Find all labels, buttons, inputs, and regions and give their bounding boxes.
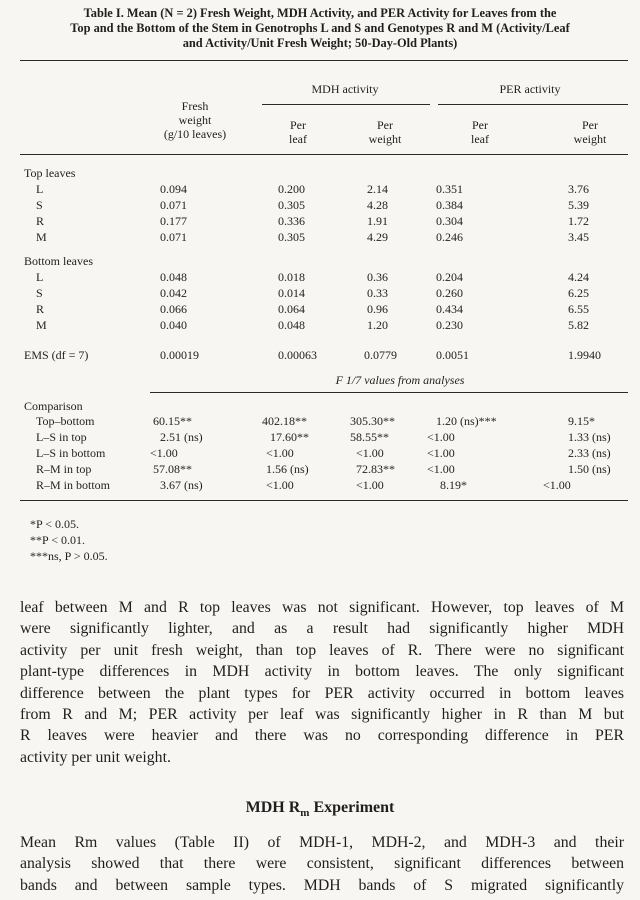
cell-per-per-weight: 2.33 (ns) <box>568 446 611 460</box>
text-line: activity per unit weight. <box>20 748 171 766</box>
cell-mdh-per-leaf: <1.00 <box>266 446 294 460</box>
cell-per-per-weight: 6.55 <box>568 302 589 316</box>
cell-mdh-per-weight: 0.33 <box>367 286 388 300</box>
header-mdh-activity: MDH activity <box>311 82 379 96</box>
cell-per-per-weight: 5.82 <box>568 318 589 332</box>
cell-per-per-leaf: 0.0051 <box>436 348 469 362</box>
header-line: Fresh <box>181 99 209 113</box>
cell-per-per-leaf: <1.00 <box>427 430 455 444</box>
text-line: bands and between sample types. MDH bands of S migrated significantly <box>20 876 624 894</box>
row-label: M <box>36 230 47 244</box>
cell-mdh-per-weight: 4.28 <box>367 198 388 212</box>
cell-mdh-per-leaf: 17.60** <box>270 430 309 444</box>
caption-line: and Activity/Unit Fresh Weight; 50-Day-Old Plants) <box>182 36 458 50</box>
cell-per-per-weight: 5.39 <box>568 198 589 212</box>
cell-mdh-per-leaf: 0.064 <box>278 302 305 316</box>
cell-fresh-weight: 57.08** <box>153 462 192 476</box>
body-paragraph <box>20 832 624 896</box>
cell-mdh-per-leaf: 1.56 (ns) <box>266 462 309 476</box>
row-label: R–M in bottom <box>36 478 111 492</box>
table-header-rule <box>20 154 628 155</box>
cell-mdh-per-weight: 0.96 <box>367 302 388 316</box>
mdh-group-rule <box>262 104 430 105</box>
cell-mdh-per-leaf: 402.18** <box>262 414 307 428</box>
cell-mdh-per-leaf: 0.018 <box>278 270 305 284</box>
cell-per-per-leaf: 0.384 <box>436 198 463 212</box>
row-label: L–S in bottom <box>36 446 106 460</box>
header-per-per-leaf <box>452 118 508 146</box>
cell-fresh-weight: 0.094 <box>160 182 187 196</box>
cell-mdh-per-weight: 4.29 <box>367 230 388 244</box>
heading-prefix: MDH R <box>245 799 301 816</box>
cell-per-per-leaf: 0.351 <box>436 182 463 196</box>
row-label: L <box>36 270 44 284</box>
cell-mdh-per-weight: <1.00 <box>356 446 384 460</box>
cell-per-per-weight: 1.72 <box>568 214 589 228</box>
header-line: Per <box>582 118 598 132</box>
text-line: leaf between M and R top leaves was not significant. However, top leaves of M <box>20 599 624 616</box>
f-values-label: F 1/7 values from analyses <box>335 373 465 387</box>
header-line: weight <box>178 113 212 127</box>
header-line: weight <box>368 132 402 146</box>
cell-per-per-leaf: 0.434 <box>436 302 463 316</box>
cell-per-per-weight: 4.24 <box>568 270 589 284</box>
cell-per-per-leaf: 8.19* <box>440 478 467 492</box>
section-label: Bottom leaves <box>24 254 93 268</box>
cell-fresh-weight: 0.177 <box>160 214 187 228</box>
cell-per-per-leaf: 1.20 (ns)*** <box>436 414 497 428</box>
cell-mdh-per-weight: 305.30** <box>350 414 395 428</box>
cell-mdh-per-leaf: 0.305 <box>278 230 305 244</box>
text-line: Mean Rm values (Table II) of MDH-1, MDH-2, and MDH-3 and their <box>20 834 624 851</box>
cell-fresh-weight: 0.040 <box>160 318 187 332</box>
footnote: *P < 0.05. <box>30 517 79 531</box>
cell-mdh-per-leaf: 0.305 <box>278 198 305 212</box>
cell-mdh-per-leaf: 0.00063 <box>278 348 317 362</box>
cell-per-per-leaf: <1.00 <box>427 446 455 460</box>
row-label: S <box>36 198 43 212</box>
cell-mdh-per-weight: 72.83** <box>356 462 395 476</box>
cell-per-per-leaf: 0.260 <box>436 286 463 300</box>
text-line: difference between the plant types for PER activity occurred in bottom leaves <box>20 684 624 702</box>
table-caption <box>20 6 620 51</box>
cell-per-per-weight: 3.76 <box>568 182 589 196</box>
header-line: leaf <box>471 132 489 146</box>
caption-line: Mean (N = 2) Fresh Weight, MDH Activity, and PER Activity for Leaves from the <box>126 6 557 20</box>
row-label: L–S in top <box>36 430 87 444</box>
cell-mdh-per-weight: 0.0779 <box>364 348 397 362</box>
cell-mdh-per-leaf: 0.048 <box>278 318 305 332</box>
row-label: R <box>36 302 45 316</box>
cell-per-per-weight: 3.45 <box>568 230 589 244</box>
cell-fresh-weight: 2.51 (ns) <box>160 430 203 444</box>
header-fresh-weight <box>150 99 240 141</box>
cell-per-per-leaf: 0.204 <box>436 270 463 284</box>
row-label: M <box>36 318 47 332</box>
cell-mdh-per-weight: 58.55** <box>350 430 389 444</box>
row-label: EMS (df = 7) <box>24 348 89 362</box>
cell-per-per-weight: 1.33 (ns) <box>568 430 611 444</box>
cell-per-per-leaf: 0.230 <box>436 318 463 332</box>
caption-line: Top and the Bottom of the Stem in Genotrophs L and S and Genotypes R and M (Activity/Leaf <box>70 21 570 35</box>
body-paragraph <box>20 597 624 768</box>
header-line: weight <box>573 132 607 146</box>
cell-mdh-per-weight: <1.00 <box>356 478 384 492</box>
header-per-activity: PER activity <box>499 82 561 96</box>
header-mdh-per-leaf <box>270 118 326 146</box>
cell-fresh-weight: 60.15** <box>153 414 192 428</box>
cell-fresh-weight: 3.67 (ns) <box>160 478 203 492</box>
cell-fresh-weight: 0.048 <box>160 270 187 284</box>
cell-fresh-weight: 0.042 <box>160 286 187 300</box>
heading-subscript: m <box>300 807 310 820</box>
cell-mdh-per-weight: 1.20 <box>367 318 388 332</box>
cell-per-per-weight: <1.00 <box>543 478 571 492</box>
cell-fresh-weight: 0.071 <box>160 230 187 244</box>
cell-per-per-weight: 1.50 (ns) <box>568 462 611 476</box>
cell-per-per-weight: 9.15* <box>568 414 595 428</box>
footnote: ***ns, P > 0.05. <box>30 549 108 563</box>
f-values-rule <box>150 392 628 393</box>
cell-mdh-per-weight: 0.36 <box>367 270 388 284</box>
cell-mdh-per-leaf: 0.200 <box>278 182 305 196</box>
cell-mdh-per-weight: 2.14 <box>367 182 388 196</box>
row-label: R–M in top <box>36 462 92 476</box>
cell-per-per-weight: 1.9940 <box>568 348 601 362</box>
table-label: Table I. <box>83 6 124 20</box>
header-line: (g/10 leaves) <box>163 127 227 141</box>
text-line: activity per unit fresh weight, than top leaves of R. There were no significant <box>20 641 624 659</box>
text-line: analysis showed that there were consistent, significant differences between <box>20 855 624 873</box>
cell-mdh-per-leaf: <1.00 <box>266 478 294 492</box>
cell-fresh-weight: 0.00019 <box>160 348 199 362</box>
footnote: **P < 0.01. <box>30 533 85 547</box>
cell-fresh-weight: 0.071 <box>160 198 187 212</box>
row-label: L <box>36 182 44 196</box>
section-heading <box>0 799 640 819</box>
text-line: plant-type differences in MDH activity in bottom leaves. The only significant <box>20 663 624 681</box>
cell-per-per-leaf: 0.246 <box>436 230 463 244</box>
text-line: from R and M; PER activity per leaf was significantly higher in R than M but <box>20 706 624 724</box>
cell-fresh-weight: 0.066 <box>160 302 187 316</box>
cell-per-per-leaf: 0.304 <box>436 214 463 228</box>
header-line: Per <box>472 118 488 132</box>
row-label: Top–bottom <box>36 414 95 428</box>
section-label: Comparison <box>24 399 83 413</box>
header-line: leaf <box>289 132 307 146</box>
header-mdh-per-weight <box>350 118 420 146</box>
text-line: were significantly lighter, and as a result had significantly higher MDH <box>20 620 624 638</box>
cell-fresh-weight: <1.00 <box>150 446 178 460</box>
table-bottom-rule <box>20 500 628 501</box>
per-group-rule <box>438 104 628 105</box>
cell-per-per-leaf: <1.00 <box>427 462 455 476</box>
cell-per-per-weight: 6.25 <box>568 286 589 300</box>
text-line: R leaves were heavier and there was no corresponding difference in PER <box>20 727 624 745</box>
row-label: R <box>36 214 45 228</box>
header-per-per-weight <box>555 118 625 146</box>
cell-mdh-per-weight: 1.91 <box>367 214 388 228</box>
heading-suffix: Experiment <box>309 799 395 816</box>
cell-mdh-per-leaf: 0.014 <box>278 286 305 300</box>
table-top-rule <box>20 60 628 61</box>
header-line: Per <box>377 118 393 132</box>
header-line: Per <box>290 118 306 132</box>
row-label: S <box>36 286 43 300</box>
section-label: Top leaves <box>24 166 76 180</box>
cell-mdh-per-leaf: 0.336 <box>278 214 305 228</box>
